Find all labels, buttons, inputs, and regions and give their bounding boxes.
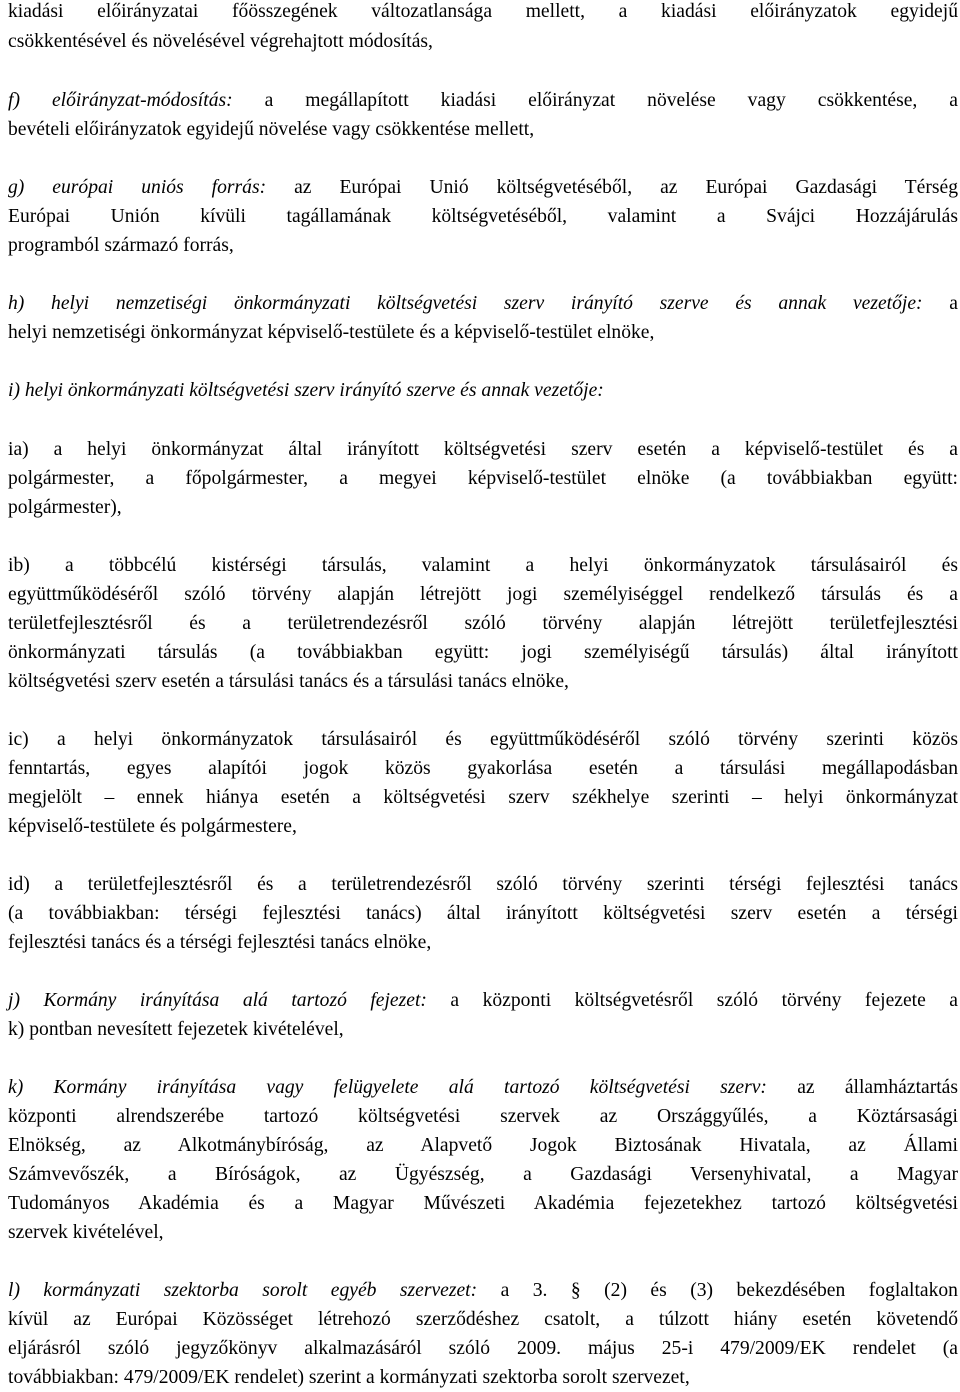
text-line xyxy=(8,1,958,23)
text-line xyxy=(8,322,654,344)
term-label: j) Kormány irányítása alá tartozó fejezet: xyxy=(8,990,427,1011)
text-line xyxy=(8,555,958,577)
text-run: központi alrendszerébe tartozó költségvetési szervek az Országgyűlés, a Köztársasági xyxy=(8,1106,958,1127)
text-line xyxy=(8,758,958,780)
text-line xyxy=(8,206,958,228)
text-line xyxy=(8,1280,958,1302)
text-run: bevételi előirányzatok egyidejű növelése vagy csökkentése mellett, xyxy=(8,119,535,140)
text-line xyxy=(8,1135,958,1157)
text-run: ib) a többcélú kistérségi társulás, valamint a helyi önkormányzatok társulásairól és xyxy=(8,555,958,576)
text-run: továbbiakban: 479/2009/EK rendelet) szerint a kormányzati szektorba sorolt szervezet, xyxy=(8,1367,690,1388)
text-line xyxy=(8,1019,344,1041)
text-line xyxy=(8,235,234,257)
text-run: együttműködéséről szóló törvény alapján létrejött jogi személyiséggel rendelkező társulás és a xyxy=(8,584,958,605)
text-run: költségvetési szerv esetén a társulási tanács és a társulási tanács elnöke, xyxy=(8,671,569,692)
text-line xyxy=(8,584,958,606)
term-label: g) európai uniós forrás: xyxy=(8,177,267,198)
text-line xyxy=(8,119,534,141)
term-label: l) kormányzati szektorba sorolt egyéb szervezet: xyxy=(8,1280,478,1301)
text-run: a megállapított kiadási előirányzat növelése vagy csökkentése, a xyxy=(232,90,958,111)
text-line xyxy=(8,1338,958,1360)
text-run: Tudományos Akadémia és a Magyar Művészeti Akadémia fejezetekhez tartozó költségvetési xyxy=(8,1193,958,1214)
text-line xyxy=(8,293,958,315)
text-line xyxy=(8,31,433,53)
text-line xyxy=(8,990,958,1012)
text-line xyxy=(8,1077,958,1099)
text-line xyxy=(8,1309,958,1331)
text-run: polgármester), xyxy=(8,497,122,518)
text-run: képviselő-testülete és polgármestere, xyxy=(8,816,297,837)
term-label: f) előirányzat-módosítás: xyxy=(8,90,233,111)
term-label: h) helyi nemzetiségi önkormányzati költségvetési szerv irányító szerve és annak vezetője: xyxy=(8,293,923,314)
text-line xyxy=(8,1222,164,1244)
text-line xyxy=(8,177,958,199)
text-run: fenntartás, egyes alapítói jogok közös gyakorlása esetén a társulási megállapodásban xyxy=(8,758,958,779)
text-run: csökkentésével és növelésével végrehajtott módosítás, xyxy=(8,31,433,52)
text-line xyxy=(8,1106,958,1128)
text-run: önkormányzati társulás (a továbbiakban együtt: jogi személyiségű társulás) által irányított xyxy=(8,642,958,663)
text-run: a 3. § (2) és (3) bekezdésében foglaltakon xyxy=(477,1280,958,1301)
text-run: (a továbbiakban: térségi fejlesztési tanács) által irányított költségvetési szerv esetén a térségi xyxy=(8,903,958,924)
text-run: helyi nemzetiségi önkormányzat képviselő-testülete és a képviselő-testület elnöke, xyxy=(8,322,655,343)
text-run: id) a területfejlesztésről és a területrendezésről szóló törvény szerinti térségi fejlesztési tanács xyxy=(8,874,958,895)
text-run: fejlesztési tanács és a térségi fejlesztési tanács elnöke, xyxy=(8,932,432,953)
text-line xyxy=(8,1164,958,1186)
text-run: polgármester, a főpolgármester, a megyei képviselő-testület elnöke (a továbbiakban együtt: xyxy=(8,468,958,489)
text-run: kívül az Európai Közösséget létrehozó szerződéshez csatolt, a túlzott hiány esetén követendő xyxy=(8,1309,958,1330)
text-line xyxy=(8,729,958,751)
text-run: a xyxy=(922,293,959,314)
text-line xyxy=(8,613,958,635)
text-line xyxy=(8,903,958,925)
text-run: Számvevőszék, a Bíróságok, az Ügyészség, a Gazdasági Versenyhivatal, a Magyar xyxy=(8,1164,958,1185)
text-run: megjelölt – ennek hiánya esetén a költségvetési szerv székhelye szerinti – helyi önkormányzat xyxy=(8,787,958,808)
text-line xyxy=(8,642,958,664)
text-line xyxy=(8,439,958,461)
text-run: az Európai Unió költségvetéséből, az Európai Gazdasági Térség xyxy=(266,177,958,198)
text-line xyxy=(8,497,122,519)
text-run: területfejlesztésről és a területrendezésről szóló törvény alapján létrejött területfejlesztési xyxy=(8,613,958,634)
text-run: a központi költségvetésről szóló törvény fejezete a xyxy=(426,990,958,1011)
text-run: az államháztartás xyxy=(766,1077,958,1098)
text-run: programból származó forrás, xyxy=(8,235,234,256)
text-line xyxy=(8,932,431,954)
term-label: i) helyi önkormányzati költségvetési szerv irányító szerve és annak vezetője: xyxy=(8,380,604,401)
text-line xyxy=(8,1193,958,1215)
text-line xyxy=(8,787,958,809)
text-line xyxy=(8,90,958,112)
text-line xyxy=(8,468,958,490)
text-run: k) pontban nevesített fejezetek kivételével, xyxy=(8,1019,344,1040)
text-run: Elnökség, az Alkotmánybíróság, az Alapvető Jogok Biztosának Hivatala, az Állami xyxy=(8,1135,958,1156)
term-label: k) Kormány irányítása vagy felügyelete alá tartozó költségvetési szerv: xyxy=(8,1077,767,1098)
text-line xyxy=(8,874,958,896)
text-run: ia) a helyi önkormányzat által irányított költségvetési szerv esetén a képviselő-testület és a xyxy=(8,439,958,460)
text-run: eljárásról szóló jegyzőkönyv alkalmazásáról szóló 2009. május 25-i 479/2009/EK rendelet (a xyxy=(8,1338,958,1359)
text-run: ic) a helyi önkormányzatok társulásairól és együttműködéséről szóló törvény szerinti közös xyxy=(8,729,958,750)
text-run: kiadási előirányzatai főösszegének változatlansága mellett, a kiadási előirányzatok egyidejű xyxy=(8,1,958,22)
text-run: szervek kivételével, xyxy=(8,1222,164,1243)
text-run: Európai Unión kívüli tagállamának költségvetéséből, valamint a Svájci Hozzájárulás xyxy=(8,206,958,227)
text-line xyxy=(8,671,569,693)
text-line xyxy=(8,816,297,838)
text-line xyxy=(8,1367,690,1389)
text-line xyxy=(8,380,604,402)
